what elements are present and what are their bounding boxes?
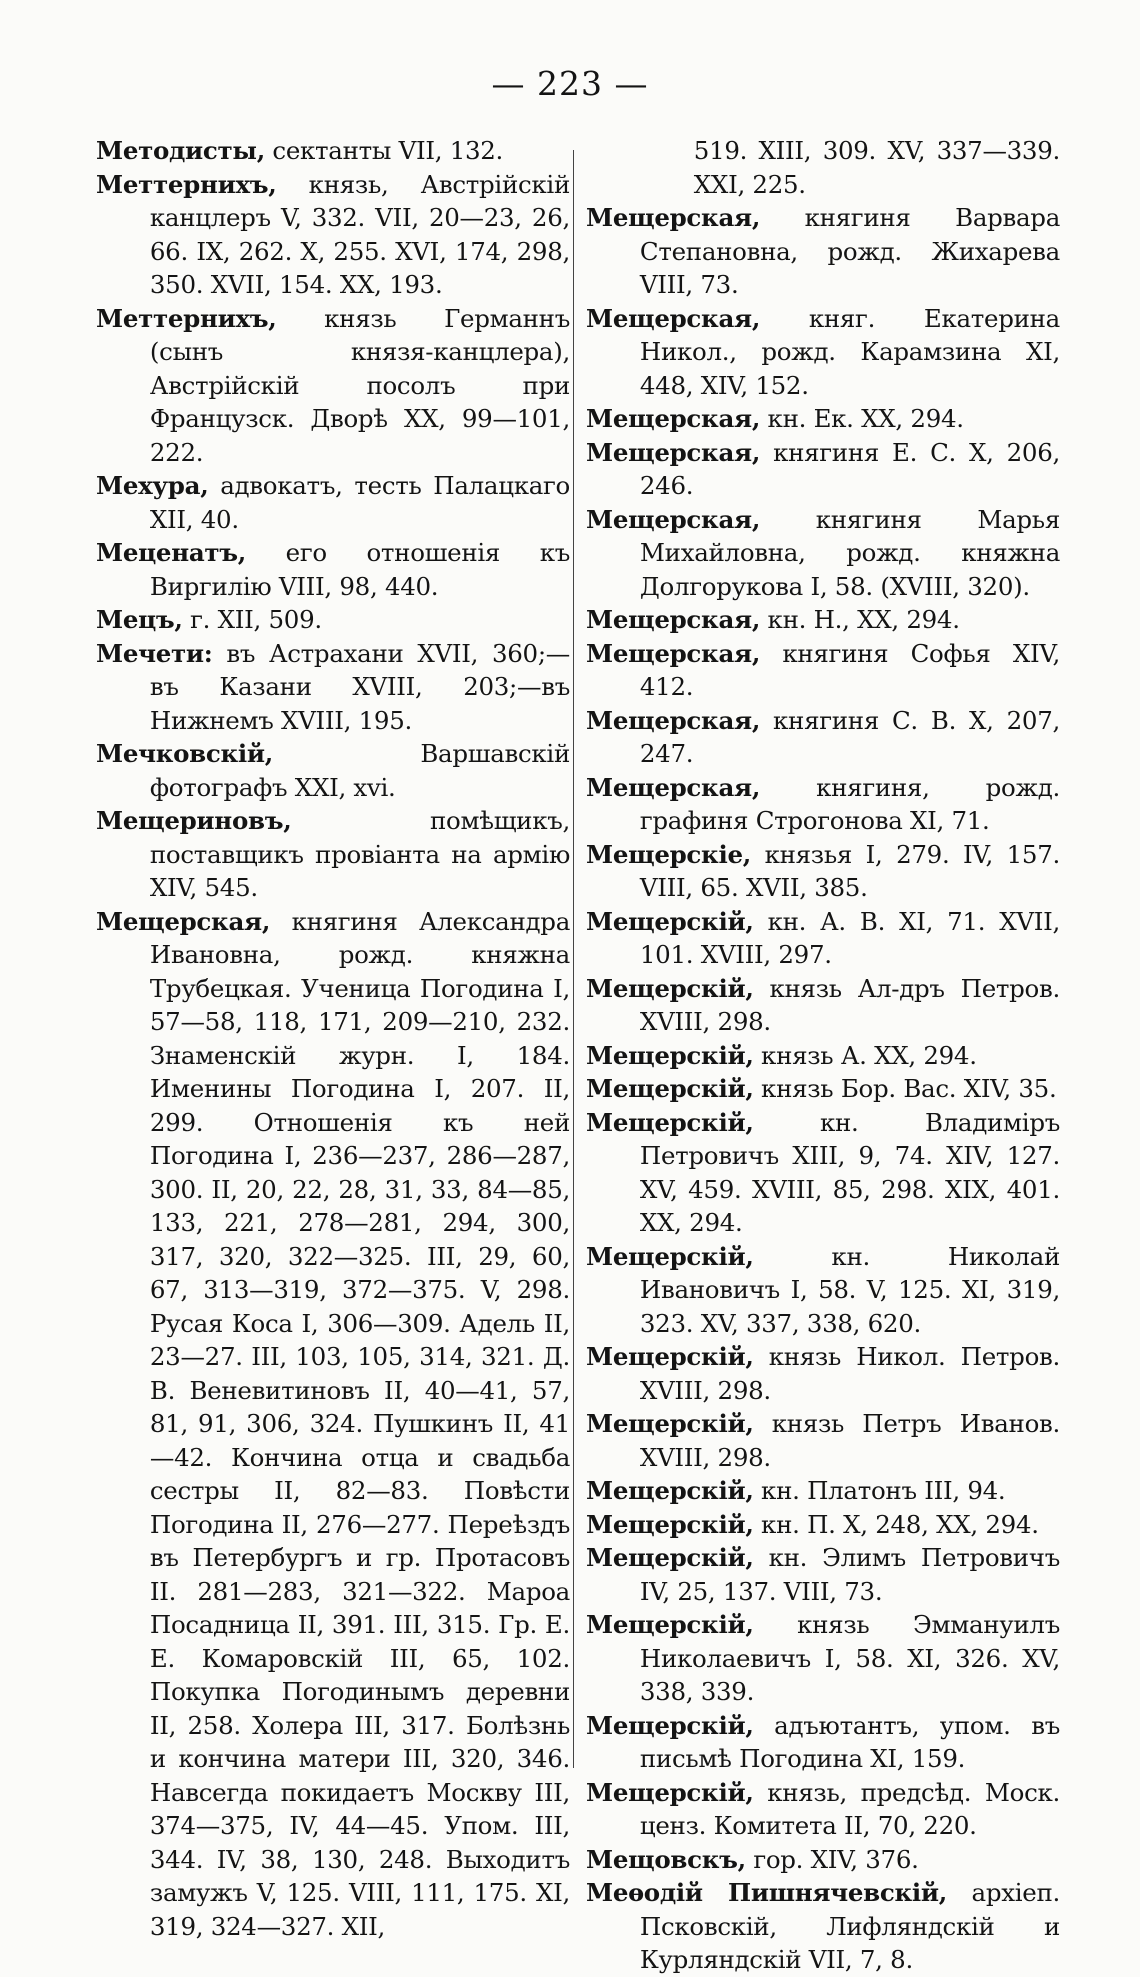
index-entry: Меѳодій Пишнячевскій, архіеп. Псковскій, Лифляндскій и Курляндскій VII, 7, 8.	[586, 1878, 1061, 1974]
index-entry: Мецъ, г. XII, 509.	[96, 605, 322, 634]
index-entry: Меттернихъ, князь Германнъ (сынъ князя-канцлера), Австрійскій посолъ при Французск. Дворѣ XX, 99—101, 222.	[96, 303, 570, 467]
index-entry: Мещерскій, кн. П. X, 248, XX, 294.	[586, 1509, 1039, 1539]
index-entry: Мещерскій, князь Никол. Петров. XVIII, 298.	[586, 1342, 1060, 1405]
right-column	[586, 134, 1060, 1977]
index-entry: Мечети: въ Астрахани XVII, 360;—въ Казани XVIII, 203;—въ Нижнемъ XVIII, 195.	[96, 638, 570, 735]
index-entry: Мещерская, княгиня, рожд. графиня Строгонова XI, 71.	[586, 772, 1060, 835]
index-entry: Мещерская, кн. Н., XX, 294.	[586, 605, 960, 634]
index-entry: Мещерскіе, князья I, 279. IV, 157. VIII, 65. XVII, 385.	[586, 839, 1060, 902]
index-entry: Мещерская, княгиня Е. С. X, 206, 246.	[586, 437, 1060, 500]
index-entry: Мещерскій, адъютантъ, упом. въ письмѣ Погодина XI, 159.	[586, 1710, 1060, 1773]
index-entry: Мещерскій, кн. А. В. XI, 71. XVII, 101. XVIII, 297.	[586, 906, 1060, 969]
index-entry: Методисты, сектанты VII, 132.	[96, 136, 504, 165]
index-entry-continuation: Знаменскій журн. I, 184. Именины Погодина I, 207. II, 299. Отношенія къ ней Погодина I, 236—237, 286—287, 300. II, 20, 22, 28, 31, 33, 84—85, 133, 221, 278—281, 294, 300, 317, 320, 322—325. III, 29, 60, 67, 313—319, 372—375. V, 298. Русая Коса I, 306—309. Адель II, 23—27. III, 103, 105, 314, 321. Д. В. Веневитиновъ II, 40—41, 57, 81, 91, 306, 324. Пушкинъ II, 41—42. Кончина отца и свадьба сестры II, 82—83. Повѣсти Погодина II, 276—277. Переѣздъ въ Петербургъ и гр. Протасовъ II. 281—283, 321—322. Мароа Посадница II, 391. III, 315. Гр. Е. Е. Комаровскій III, 65, 102. Покупка Погодинымъ деревни II, 258. Холера III, 317. Болѣзнь и кончина матери III, 320, 346. Навсегда покидаетъ Москву III, 374—375, IV, 44—45. Упом. III, 344. IV, 38, 130, 248. Выходитъ замужъ V, 125. VIII, 111, 175. XI, 319, 324—327. XII,	[149, 1040, 570, 1941]
index-entry: Мещерскій, кн. Владиміръ Петровичъ XIII, 9, 74. XIV, 127. XV, 459. XVIII, 85, 298. XIX, 401. XX, 294.	[586, 1107, 1060, 1237]
index-entry: Мехура, адвокатъ, тесть Палацкаго XII, 40.	[96, 471, 570, 534]
index-entry: Мещерская, княгиня Варвара Степановна, рожд. Жихарева VIII, 73.	[586, 203, 1060, 299]
index-entry: Меттернихъ, князь, Австрійскій канцлеръ V, 332. VII, 20—23, 26, 66. IX, 262. X, 255. XVI, 174, 298, 350. XVII, 154. XX, 193.	[96, 169, 570, 299]
left-column	[96, 134, 570, 1943]
index-entry: Мещерская, княгиня Марья Михайловна, рожд. княжна Долгорукова I, 58. (XVIII, 320).	[586, 504, 1060, 601]
index-entry: Мещовскъ, гор. XIV, 376.	[586, 1844, 919, 1874]
index-entry: Мещерская, кн. Ек. XX, 294.	[586, 404, 964, 433]
index-entry: Мещерскій, князь, предсѣд. Моск. ценз. Комитета II, 70, 220.	[586, 1777, 1060, 1840]
index-entry: Мещерскій, кн. Элимъ Петровичъ IV, 25, 137. VIII, 73.	[586, 1543, 1060, 1606]
page-number: — 223 —	[491, 64, 649, 103]
index-entry: Мещерскій, кн. Платонъ III, 94.	[586, 1476, 1006, 1505]
index-entry: Мещерскій, князь Ал-дръ Петров. XVIII, 298.	[586, 973, 1060, 1036]
index-entry: Меценатъ, его отношенія къ Виргилію VIII, 98, 440.	[96, 538, 570, 601]
index-entry: Мещерскій, князь Бор. Вас. XIV, 35.	[586, 1074, 1057, 1103]
index-entry: Мещерская, княгиня С. В. X, 207, 247.	[586, 705, 1060, 768]
index-entry: Мещерскій, князь Эммануилъ Николаевичъ I, 58. XI, 326. XV, 338, 339.	[586, 1610, 1060, 1706]
index-entry: Мещерскій, князь А. XX, 294.	[586, 1040, 977, 1070]
index-entry: Мещерскій, кн. Николай Ивановичъ I, 58. V, 125. XI, 319, 323. XV, 337, 338, 620.	[586, 1241, 1060, 1338]
index-entry: Мещерская, княг. Екатерина Никол., рожд. Карамзина XI, 448, XIV, 152.	[586, 303, 1060, 400]
index-entry: Мещерская, княгиня Софья XIV, 412.	[586, 638, 1060, 701]
index-entry: Мещерская, княгиня Александра Ивановна, рожд. княжна Трубецкая. Ученица Погодина I, 57—58, 118, 171, 209—210, 232. Знаменскій журн. I, 184. Именины Погодина I, 207. II, 299. Отношенія къ ней Погодина I, 236—237, 286—287, 300. II, 20, 22, 28, 31, 33, 84—85, 133, 221, 278—281, 294, 300, 317, 320, 322—325. III, 29, 60, 67, 313—319, 372—375. V, 298. Русая Коса I, 306—309. Адель II, 23—27. III, 103, 105, 314, 321. Д. В. Веневитиновъ II, 40—41, 57, 81, 91, 306, 324. Пушкинъ II, 41—42. Кончина отца и свадьба сестры II, 82—83. Повѣсти Погодина II, 276—277. Переѣздъ въ Петербургъ и гр. Протасовъ II. 281—283, 321—322. Мароа Посадница II, 391. III, 315. Гр. Е. Е. Комаровскій III, 65, 102. Покупка Погодинымъ деревни II, 258. Холера III, 317. Болѣзнь и кончина матери III, 320, 346. Навсегда покидаетъ Москву III, 374—375, IV, 44—45. Упом. III, 344. IV, 38, 130, 248. Выходитъ замужъ V, 125. VIII, 111, 175. XI, 319, 324—327. XII,	[96, 906, 570, 1941]
index-entry: Мещерскій, князь Петръ Иванов. XVIII, 298.	[586, 1409, 1060, 1472]
index-entry: Мечковскій, Варшавскій фотографъ XXI, xvi.	[96, 739, 570, 802]
column-divider	[573, 150, 574, 1768]
index-entry: 519. XIII, 309. XV, 337—339. XXI, 225.	[693, 136, 1060, 199]
index-entry: Мещериновъ, помѣщикъ, поставщикъ провіанта на армію XIV, 545.	[96, 806, 570, 902]
